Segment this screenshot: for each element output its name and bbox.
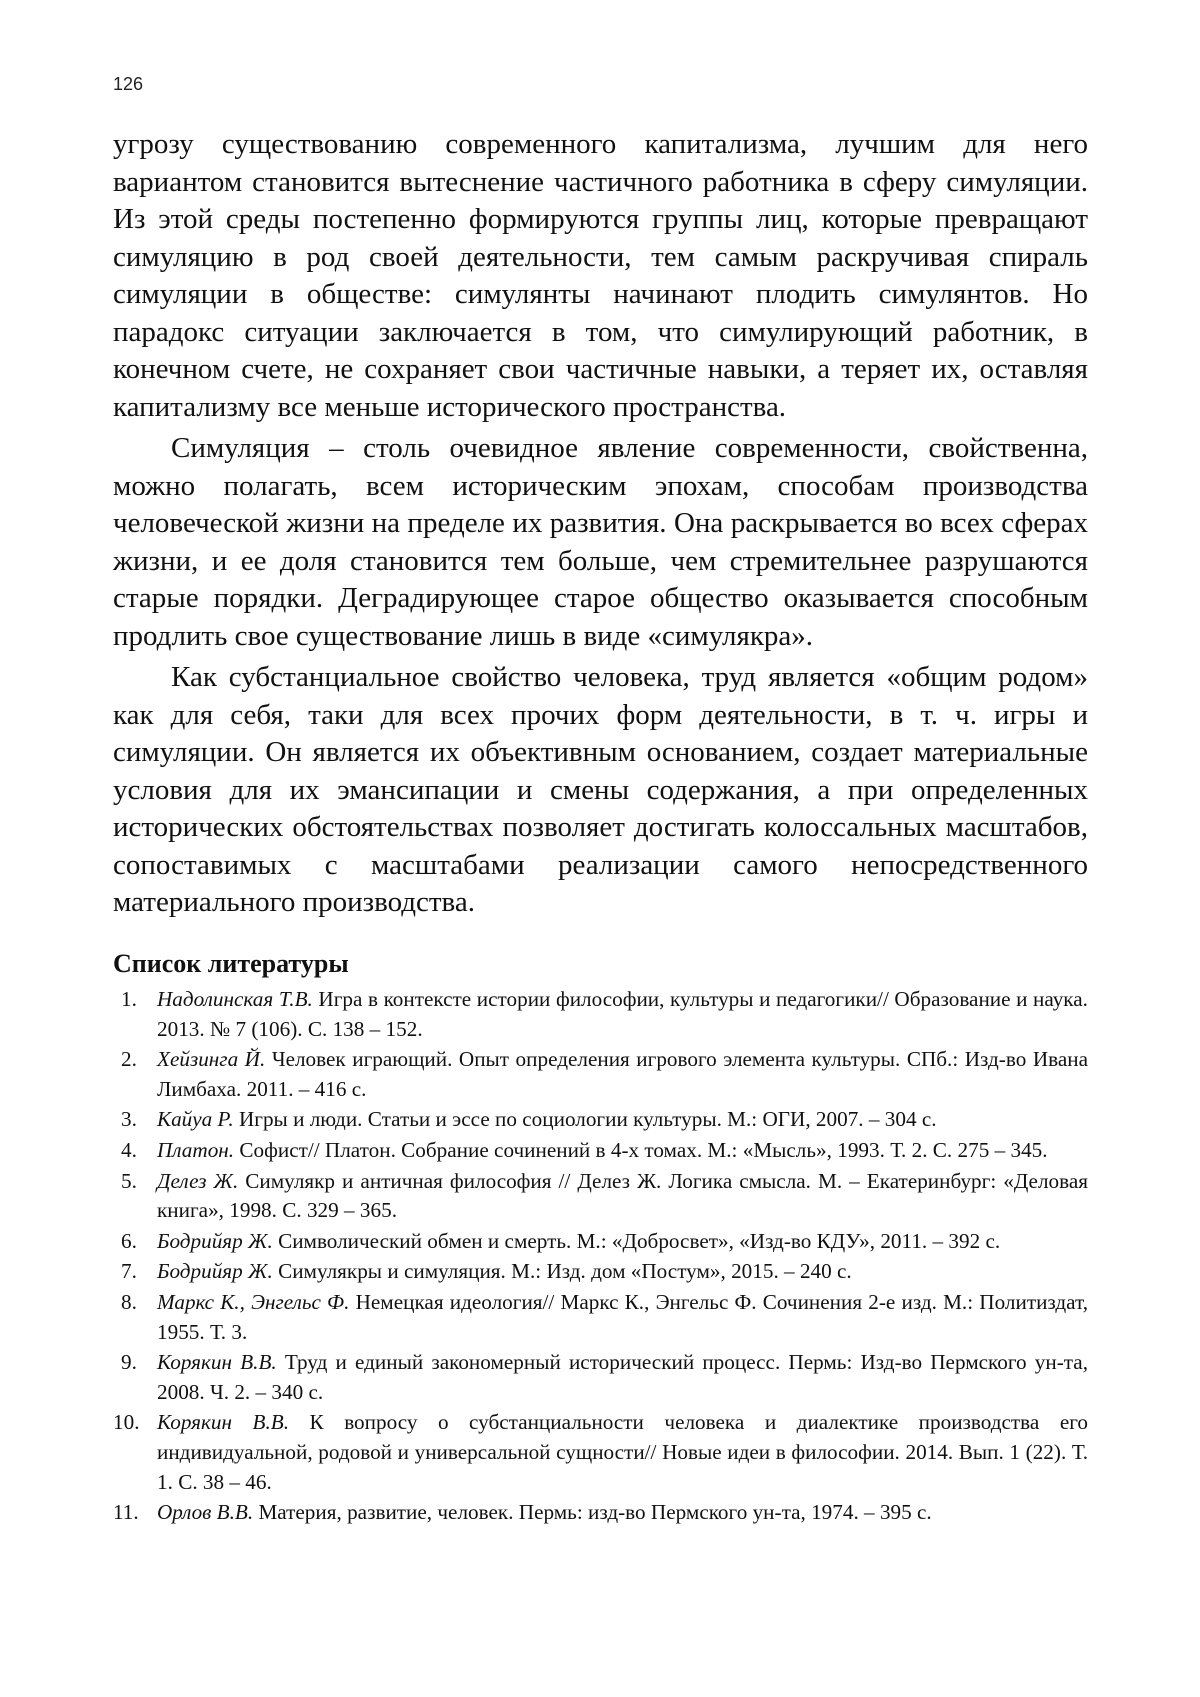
reference-author: Делез Ж. [157, 1169, 238, 1193]
reference-item-10 [113, 1408, 1088, 1497]
reference-text: Игра в контексте истории философии, культуры и педагогики// Образование и наука. 2013. № 7 (106). С. 138 – 152. [157, 987, 1088, 1041]
reference-text: Немецкая идеология// Маркс К., Энгельс Ф. Сочинения 2-е изд. М.: Политиздат, 1955. Т. 3. [157, 1290, 1088, 1344]
reference-author: Корякин В.В. [157, 1410, 289, 1434]
reference-text: Симулякр и античная философия // Делез Ж. Логика смысла. М. – Екатеринбург: «Деловая книга», 1998. С. 329 – 365. [157, 1169, 1088, 1223]
paragraph-3: Как субстанциальное свойство человека, труд является «общим родом» как для себя, таки для всех прочих форм деятельности, в т. ч. игры и симуляции. Он является их объективным основанием, создает материальные условия для их эмансипации и смены содержания, а при определенных исторических обстоятельствах позволяет достигать колоссальных масштабов, сопоставимых с масштабами реализации самого непосредственного материального производства. [113, 659, 1088, 922]
reference-author: Маркс К., Энгельс Ф. [157, 1290, 349, 1314]
paragraph-2: Симуляция – столь очевидное явление современности, свойственна, можно полагать, всем историческим эпохам, способам производства человеческой жизни на пределе их развития. Она раскрывается во всех сферах жизни, и ее доля становится тем больше, чем стремительнее разрушаются старые порядки. Деградирующее старое общество оказывается способным продлить свое существование лишь в виде «симулякра». [113, 430, 1088, 655]
reference-text: Материя, развитие, человек. Пермь: изд-во Пермского ун-та, 1974. – 395 с. [253, 1500, 932, 1524]
reference-author: Надолинская Т.В. [157, 987, 313, 1011]
reference-item-11 [113, 1498, 1088, 1528]
reference-item-7 [113, 1257, 1088, 1287]
reference-item-2 [113, 1045, 1088, 1104]
page-number: 126 [113, 74, 143, 95]
reference-item-4 [113, 1136, 1088, 1166]
reference-item-6 [113, 1227, 1088, 1257]
reference-item-5 [113, 1167, 1088, 1226]
references-heading: Список литературы [113, 948, 1088, 980]
reference-number: 1. [121, 985, 137, 1015]
reference-number: 7. [121, 1257, 137, 1287]
reference-number: 2. [121, 1045, 137, 1075]
body-text [113, 126, 1088, 926]
reference-author: Хейзинга Й. [157, 1047, 265, 1071]
reference-number: 9. [121, 1348, 137, 1378]
reference-text: К вопросу о субстанциальности человека и диалектике производства его индивидуальной, родовой и универсальной сущности// Новые идеи в философии. 2014. Вып. 1 (22). Т. 1. С. 38 – 46. [157, 1410, 1088, 1493]
reference-author: Платон. [157, 1138, 234, 1162]
reference-item-8 [113, 1288, 1088, 1347]
reference-number: 3. [121, 1105, 137, 1135]
reference-number: 10. [113, 1408, 139, 1438]
reference-text: Игры и люди. Статьи и эссе по социологии культуры. М.: ОГИ, 2007. – 304 с. [234, 1107, 937, 1131]
reference-item-9 [113, 1348, 1088, 1407]
reference-text: Символический обмен и смерть. М.: «Добросвет», «Изд-во КДУ», 2011. – 392 с. [273, 1229, 1000, 1253]
reference-author: Кайуа Р. [157, 1107, 234, 1131]
reference-author: Бодрийяр Ж. [157, 1229, 273, 1253]
reference-author: Орлов В.В. [157, 1500, 253, 1524]
references-section [113, 948, 1088, 1529]
paragraph-1: угрозу существованию современного капитализма, лучшим для него вариантом становится вытеснение частичного работника в сферу симуляции. Из этой среды постепенно формируются группы лиц, которые превращают симуляцию в род своей деятельности, тем самым раскручивая спираль симуляции в обществе: симулянты начинают плодить симулянтов. Но парадокс ситуации заключается в том, что симулирующий работник, в конечном счете, не сохраняет свои частичные навыки, а теряет их, оставляя капитализму все меньше исторического пространства. [113, 126, 1088, 426]
reference-author: Корякин В.В. [157, 1350, 277, 1374]
reference-number: 5. [121, 1167, 137, 1197]
reference-text: Труд и единый закономерный исторический процесс. Пермь: Изд-во Пермского ун-та, 2008. Ч. 2. – 340 с. [157, 1350, 1088, 1404]
reference-text: Симулякры и симуляция. М.: Изд. дом «Постум», 2015. – 240 с. [273, 1259, 852, 1283]
reference-item-3 [113, 1105, 1088, 1135]
references-list [113, 985, 1088, 1528]
reference-number: 4. [121, 1136, 137, 1166]
reference-number: 11. [113, 1498, 139, 1528]
reference-text: Человек играющий. Опыт определения игрового элемента культуры. СПб.: Изд-во Ивана Лимбаха. 2011. – 416 с. [157, 1047, 1088, 1101]
reference-item-1 [113, 985, 1088, 1044]
page [0, 0, 1200, 1697]
reference-number: 6. [121, 1227, 137, 1257]
reference-number: 8. [121, 1288, 137, 1318]
reference-author: Бодрийяр Ж. [157, 1259, 273, 1283]
reference-text: Софист// Платон. Собрание сочинений в 4-х томах. М.: «Мысль», 1993. Т. 2. С. 275 – 345. [234, 1138, 1047, 1162]
